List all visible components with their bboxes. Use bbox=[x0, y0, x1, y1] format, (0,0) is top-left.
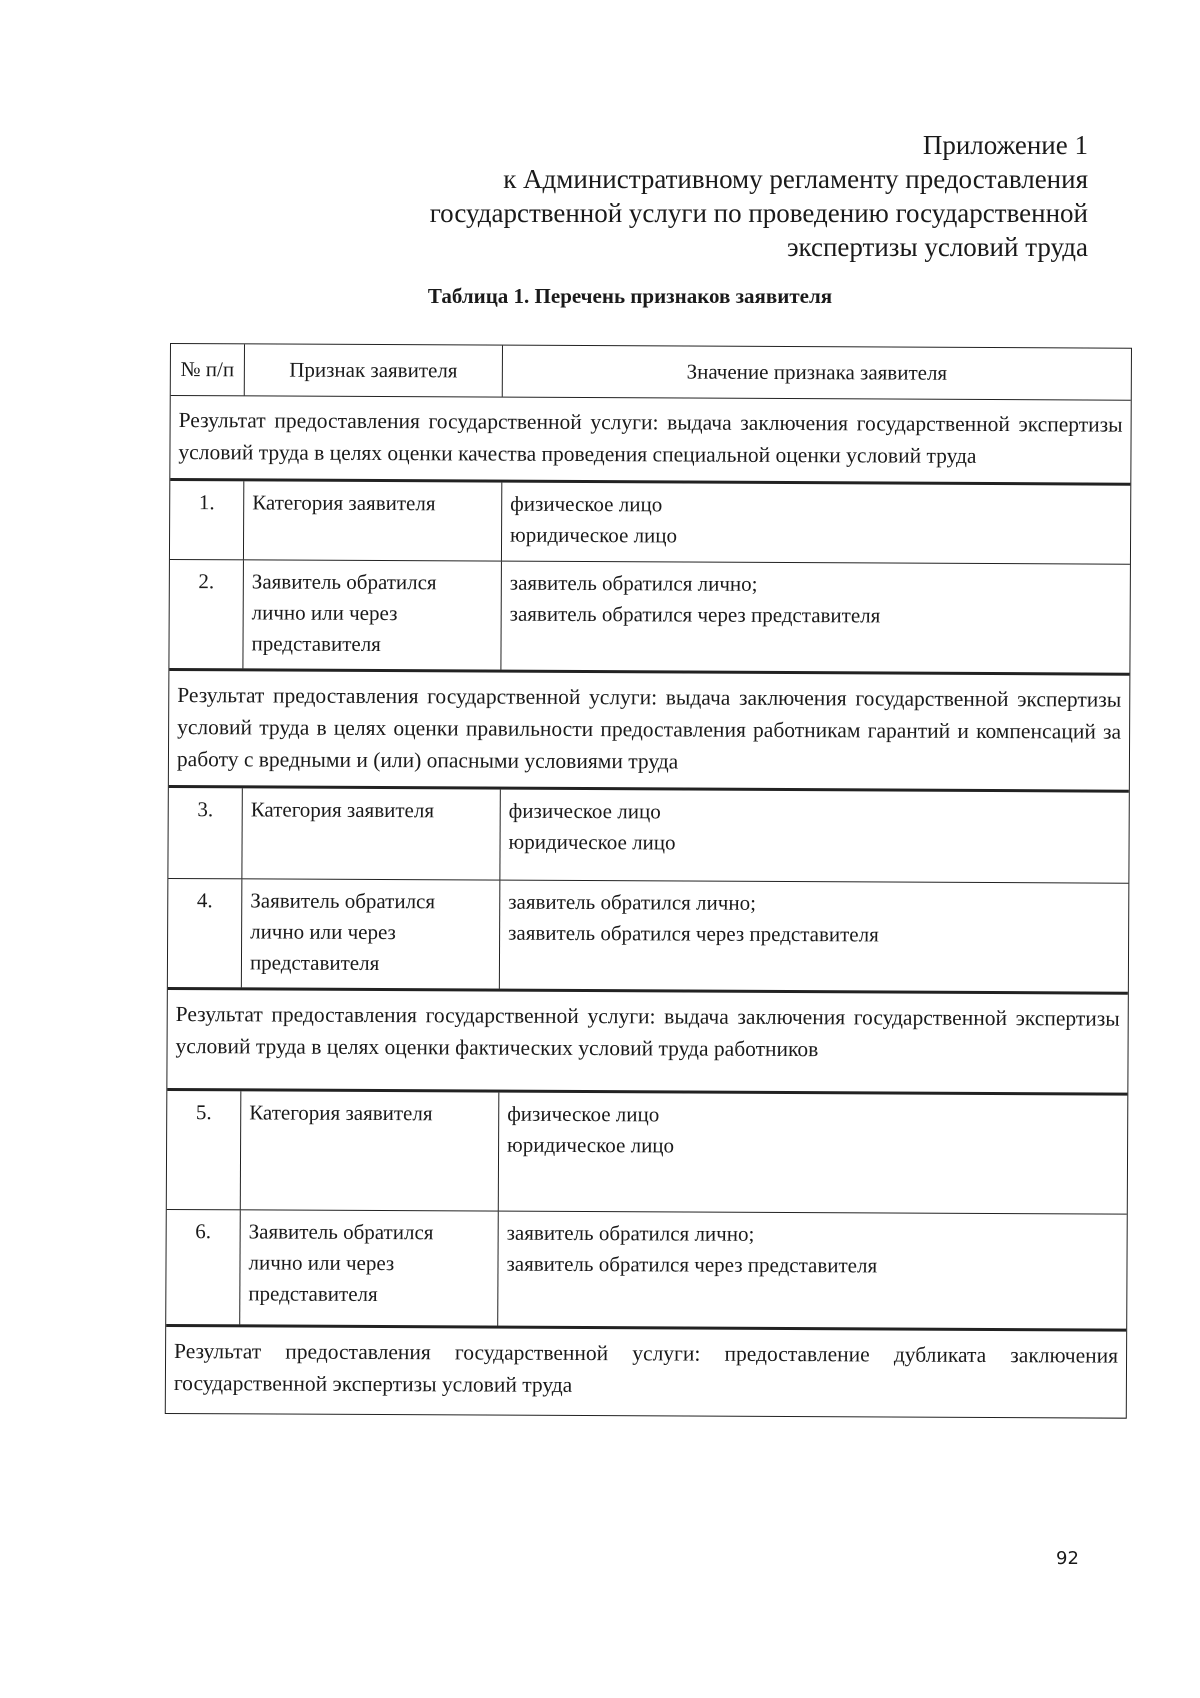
row-value bbox=[500, 790, 1128, 883]
table-row bbox=[167, 1088, 1128, 1214]
row-value bbox=[498, 1212, 1127, 1329]
value-line: заявитель обратился лично; bbox=[506, 1220, 755, 1246]
appendix-line: к Административному регламенту предоставления bbox=[503, 164, 1088, 194]
section-result: Результат предоставления государственной услуги: выдача заключения государственной экспертизы условий труда в целях оценки правильности предоставления работникам гарантий и компенсаций за работу с вредными и (или) опасными условиями труда bbox=[169, 668, 1130, 790]
section-result: Результат предоставления государственной услуги: предоставление дубликата заключения государственной экспертизы условий труда bbox=[166, 1324, 1126, 1418]
table-row bbox=[170, 478, 1130, 564]
value-line: юридическое лицо bbox=[507, 1132, 675, 1158]
table-header-row bbox=[171, 344, 1131, 400]
row-attribute: Заявитель обратился лично или через представителя bbox=[243, 560, 502, 669]
header-value: Значение признака заявителя bbox=[686, 359, 948, 385]
row-attribute: Заявитель обратился лично или через представителя bbox=[242, 879, 501, 988]
table-title: Таблица 1. Перечень признаков заявителя bbox=[427, 284, 833, 308]
value-line: юридическое лицо bbox=[510, 522, 678, 548]
value-line: физическое лицо bbox=[507, 1101, 660, 1127]
row-number: 6. bbox=[166, 1210, 241, 1324]
table-row bbox=[166, 1209, 1127, 1329]
page-number: 92 bbox=[1056, 1548, 1079, 1569]
section-result: Результат предоставления государственной услуги: выдача заключения государственной экспертизы условий труда в целях оценки качества проведения специальной оценки условий труда bbox=[170, 395, 1130, 483]
row-number: 3. bbox=[168, 788, 242, 878]
appendix-line: Приложение 1 bbox=[922, 130, 1088, 160]
row-attribute: Категория заявителя bbox=[244, 481, 502, 560]
value-line: заявитель обратился через представителя bbox=[508, 920, 879, 947]
table-row bbox=[168, 878, 1129, 992]
row-number: 1. bbox=[170, 481, 244, 559]
appendix-line: экспертизы условий труда bbox=[786, 232, 1088, 262]
applicant-attributes-table bbox=[165, 343, 1132, 1419]
row-number: 2. bbox=[169, 560, 244, 668]
row-attribute: Категория заявителя bbox=[242, 788, 500, 879]
value-line: физическое лицо bbox=[508, 798, 661, 824]
value-line: юридическое лицо bbox=[508, 829, 676, 855]
value-line: физическое лицо bbox=[510, 491, 663, 517]
appendix-header bbox=[328, 128, 1088, 264]
header-attribute: Признак заявителя bbox=[245, 344, 503, 396]
row-value bbox=[499, 1093, 1128, 1214]
section-result: Результат предоставления государственной услуги: выдача заключения государственной экспертизы условий труда в целях оценки фактических условий труда работников bbox=[167, 987, 1127, 1093]
table-row bbox=[168, 785, 1128, 883]
appendix-line: государственной услуги по проведению государственной bbox=[429, 198, 1088, 228]
value-line: заявитель обратился лично; bbox=[509, 570, 758, 596]
header-number: № п/п bbox=[171, 344, 245, 395]
row-number: 5. bbox=[167, 1091, 242, 1209]
value-line: заявитель обратился через представителя bbox=[506, 1251, 878, 1278]
row-attribute: Категория заявителя bbox=[241, 1091, 500, 1210]
row-attribute: Заявитель обратился лично или через представителя bbox=[240, 1210, 499, 1325]
table-row bbox=[169, 559, 1130, 673]
row-value bbox=[501, 562, 1130, 673]
value-line: заявитель обратился лично; bbox=[508, 889, 757, 915]
row-value bbox=[500, 881, 1129, 992]
row-value bbox=[502, 483, 1130, 564]
value-line: заявитель обратился через представителя bbox=[509, 601, 881, 628]
row-number: 4. bbox=[168, 879, 243, 987]
